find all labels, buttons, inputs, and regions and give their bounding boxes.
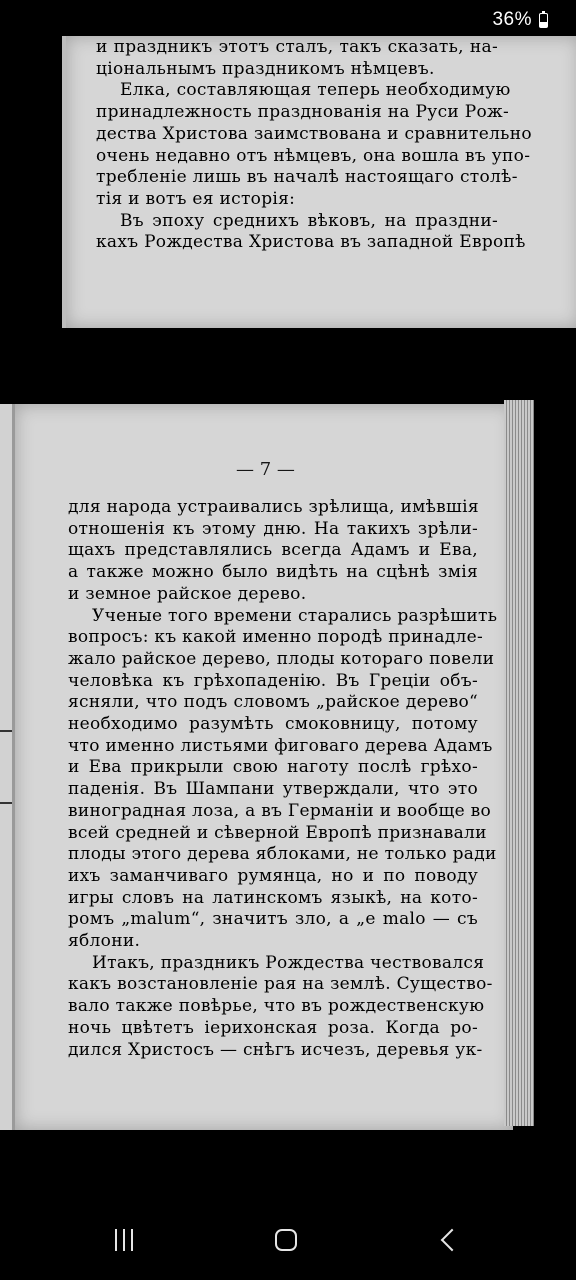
text-line: жало райское дерево, плоды котораго повели (68, 648, 495, 669)
text-line: щахъ представлялись всегда Адамъ и Ева, (68, 540, 478, 561)
recents-button[interactable] (64, 1200, 184, 1280)
text-line: игры словъ на латинскомъ языкѣ, на кото- (68, 887, 478, 908)
home-icon (275, 1229, 297, 1251)
text-line: отношенія къ этому дню. На такихъ зрѣли- (68, 518, 478, 539)
recents-icon (115, 1229, 133, 1251)
text-line: и праздникъ этотъ сталъ, такъ сказать, на- (96, 37, 498, 57)
bottom-page-text (68, 497, 498, 1061)
page-stack-edge (504, 400, 534, 1126)
text-line: всей средней и сѣверной Европѣ признавали (68, 822, 487, 843)
text-line: плоды этого дерева яблоками, не только ради (68, 844, 497, 865)
text-line: Въ эпоху среднихъ вѣковъ, на праздни- (120, 210, 498, 231)
text-line: необходимо разумѣть смоковницу, потому (68, 714, 478, 735)
text-line: для народа устраивались зрѣлища, имѣвшія (68, 497, 479, 517)
text-line: ихъ заманчиваго румянца, но и по поводу (68, 865, 478, 886)
text-line: Итакъ, праздникъ Рождества чествовался (92, 952, 485, 973)
navigation-bar (0, 1200, 576, 1280)
text-line: и земное райское дерево. (68, 583, 307, 604)
battery-percentage: 36% (492, 9, 532, 30)
text-line: тія и вотъ ея исторія: (96, 188, 296, 209)
text-line: и Ева прикрыли свою наготу послѣ грѣхо- (68, 757, 478, 778)
text-line: вопросъ: къ какой именно породѣ принадле- (68, 627, 484, 648)
text-line: виноградная лоза, а въ Германіи и вообще во (68, 800, 492, 821)
top-page-text (96, 37, 532, 254)
text-line: яблони. (68, 931, 141, 952)
text-line: а также можно было видѣть на сцѣнѣ змія (68, 562, 478, 583)
text-line: ромъ „malum“, значитъ зло, а „e malo — съ (68, 909, 478, 930)
text-line: что именно листьями фиговаго дерева Адамъ (68, 735, 493, 756)
text-line: дился Христосъ — снѣгъ исчезъ, деревья ук- (68, 1039, 483, 1060)
text-line: ночь цвѣтетъ іерихонская роза. Когда ро- (68, 1017, 478, 1038)
page-number: — 7 — (236, 459, 295, 480)
back-button[interactable] (388, 1200, 508, 1280)
text-line: ясняли, что подъ словомъ „райское дерево“ (68, 692, 478, 713)
text-line: требленіе лишь въ началѣ настоящаго столѣ- (96, 167, 518, 188)
text-line: ціональнымъ праздникомъ нѣмцевъ. (96, 58, 435, 79)
text-line: человѣка къ грѣхопаденію. Въ Греціи объ- (68, 670, 478, 691)
text-line: очень недавно отъ нѣмцевъ, она вошла въ упо- (96, 145, 531, 166)
status-bar (0, 0, 576, 40)
text-line: вало также повѣрье, что въ рождественскую (68, 996, 485, 1017)
text-line: принадлежность празднованія на Руси Рож- (96, 102, 510, 123)
text-line: Ученые того времени старались разрѣшить (92, 605, 498, 626)
text-line: Елка, составляющая теперь необходимую (120, 80, 511, 101)
text-line: дества Христова заимствована и сравнительно (96, 123, 532, 144)
back-chevron-icon (441, 1229, 464, 1252)
text-line: кахъ Рождества Христова въ западной Европѣ (96, 232, 526, 253)
text-line: какъ возстановленіе рая на землѣ. Существо- (68, 974, 493, 995)
home-button[interactable] (226, 1200, 346, 1280)
text-line: паденія. Въ Шампани утверждали, что это (68, 779, 478, 800)
battery-icon (539, 13, 548, 28)
